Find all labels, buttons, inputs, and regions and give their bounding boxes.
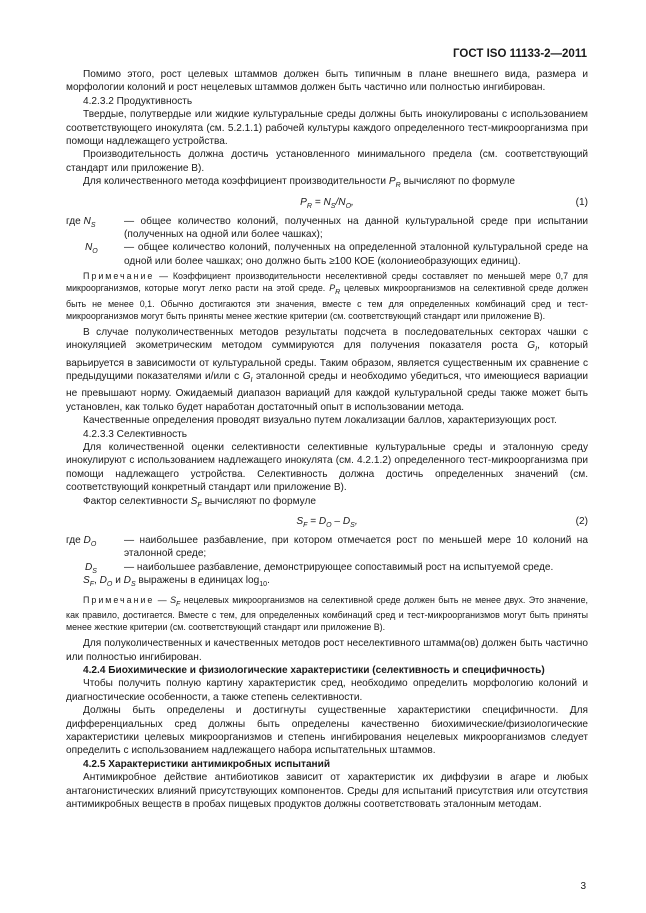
paragraph-productivity-limit: Производительность должна достичь установленного минимального предела (см. соответствующий стандарт или приложение В).	[66, 149, 588, 174]
heading-4-2-4: 4.2.4 Биохимические и физиологические характеристики (селективность и специфичность)	[83, 664, 545, 676]
paragraph-growth: Помимо этого, рост целевых штаммов должен быть типичным в плане внешнего вида, размера и морфологии колоний и рост нецелевых штаммов должен быть частично или полностью ингибирован.	[66, 69, 588, 94]
paragraph-units: $S_F$, $D_O$ и $D_S$ выражены в единицах $\log_{10}$.	[83, 575, 270, 589]
note-selectivity: Примечание — $S_F$ нецелевых микроорганизмов на селективной среде должен быть не менее двух. Это значение, как правило, достигается. Вместе с тем, для определенных комбинаций сред и тест-микроорганизмов могут быть приняты менее жесткие критерии (см. соответствующий стандарт или приложение В).	[66, 594, 588, 633]
paragraph-inoculation: Твердые, полутвердые или жидкие культуральные среды должны быть инокулированы с использованием соответствующего инокулята (см. 5.2.1.1) рабочей культуры каждого определенного тест-микроорганизма при помощи надлежащего устройства.	[66, 109, 588, 148]
formula-2-number: (2)	[575, 516, 588, 528]
definition-ns: где $N_S$ — общее количество колоний, полученных на данной культуральной среде при испытании (полученных на одной или более чашках);	[66, 215, 588, 241]
paragraph-specificity: Должны быть определены и достигнуты существенные характеристики специфичности. Для дифференциальных сред должны быть определены качественно биохимические/физиологические характеристики целевых микроорганизмов и степень ингибирования нецелевых микроорганизмов следует определить с использованием надлежащего набора испытательных штаммов.	[66, 705, 588, 757]
paragraph-selectivity: Для количественной оценки селективности селективные культуральные среды и эталонную среду инокулируют с использованием надлежащего инокулята (см. 4.2.1.2) определенного тест-микроорганизма при помощи надлежащего устройства. Селективность должна достичь определенных значений (см. соответствующий конкретный стандарт или приложение В).	[66, 441, 588, 494]
heading-4-2-5: 4.2.5 Характеристики антимикробных испытаний	[83, 758, 331, 770]
formula-2-expression: $S_F = D_O - D_S$,	[296, 516, 358, 530]
page-number: 3	[580, 881, 586, 892]
document-header: ГОСТ ISO 11133-2—2011	[453, 48, 587, 60]
heading-4-2-3-2: 4.2.3.2 Продуктивность	[83, 95, 193, 107]
paragraph-semi-quantitative: В случае полуколичественных методов результаты подсчета в последовательных секторах чашки с инокуляцией экометрическим методом суммируются для получения показателя роста $G_I$, который варьируется в зависимости от культуральной среды. Таким образом, является существенным их сравнение с предыдущими показателями и/или с $G_I$ эталонной среды и необходимо убедиться, что имеющиеся вариации не превышают норму. Ожидаемый диапазон вариаций для каждой культуральной среды также может быть установлен, как только будет наработан достаточный опыт в использовании метода.	[66, 326, 589, 413]
paragraph-selectivity-formula-intro: Фактор селективности $S_F$ вычисляют по формуле	[83, 495, 316, 509]
formula-1	[66, 196, 588, 213]
formula-2	[66, 515, 588, 532]
paragraph-semi-quantitative-growth: Для полуколичественных и качественных методов рост неселективного штамма(ов) должен быть частично или полностью ингибирован.	[66, 638, 588, 663]
formula-1-expression: $P_R = N_S/N_O$,	[300, 196, 354, 210]
paragraph-qualitative: Качественные определения проводят визуально путем локализации баллов, характеризующих рост.	[83, 415, 557, 427]
paragraph-antimicrobial: Антимикробное действие антибиотиков зависит от характеристик их диффузии в агаре и любых антагонистических влияний присутствующих компонентов. Среды для испытаний присутствия или отсутствия антимикробных веществ в пробах пищевых продуктов должны соответствовать эталонным методам.	[66, 772, 588, 811]
note-productivity: Примечание — Коэффициент производительности неселективной среды составляет по меньшей мере 0,7 для микроорганизмов, которые могут легко расти на этой среде. $P_R$ целевых микроорганизмов на селективной среде должен быть не менее 0,1. Обычно достигаются эти значения, вместе с тем для определенных комбинаций сред и тест-микроорганизмов могут быть приняты менее жесткие критерии (см. соответствующий стандарт или приложение В).	[66, 271, 589, 321]
formula-1-number: (1)	[575, 196, 588, 208]
page-body	[66, 68, 588, 811]
definition-no: $N_O$ — общее количество колоний, полученных на определенной эталонной культуральной среде на одной или более чашках; оно должно быть ≥100 КОЕ (колониеобразующих единиц).	[85, 242, 588, 267]
heading-4-2-3-3: 4.2.3.3 Селективность	[83, 428, 188, 440]
paragraph-productivity-formula-intro: Для количественного метода коэффициент производительности $P_R$ вычисляют по формуле	[83, 176, 515, 190]
definition-do: где $D_O$ — наибольшее разбавление, при котором отмечается рост по меньшей мере 10 колоний на эталонной среде;	[66, 535, 588, 560]
definition-ds: $D_S$ — наибольшее разбавление, демонстрирующее сопоставимый рост на испытуемой среде.	[85, 561, 554, 575]
paragraph-colony-morphology: Чтобы получить полную картину характеристик сред, необходимо определить морфологию колоний и диагностические особенности, а также степень селективности.	[66, 678, 588, 703]
